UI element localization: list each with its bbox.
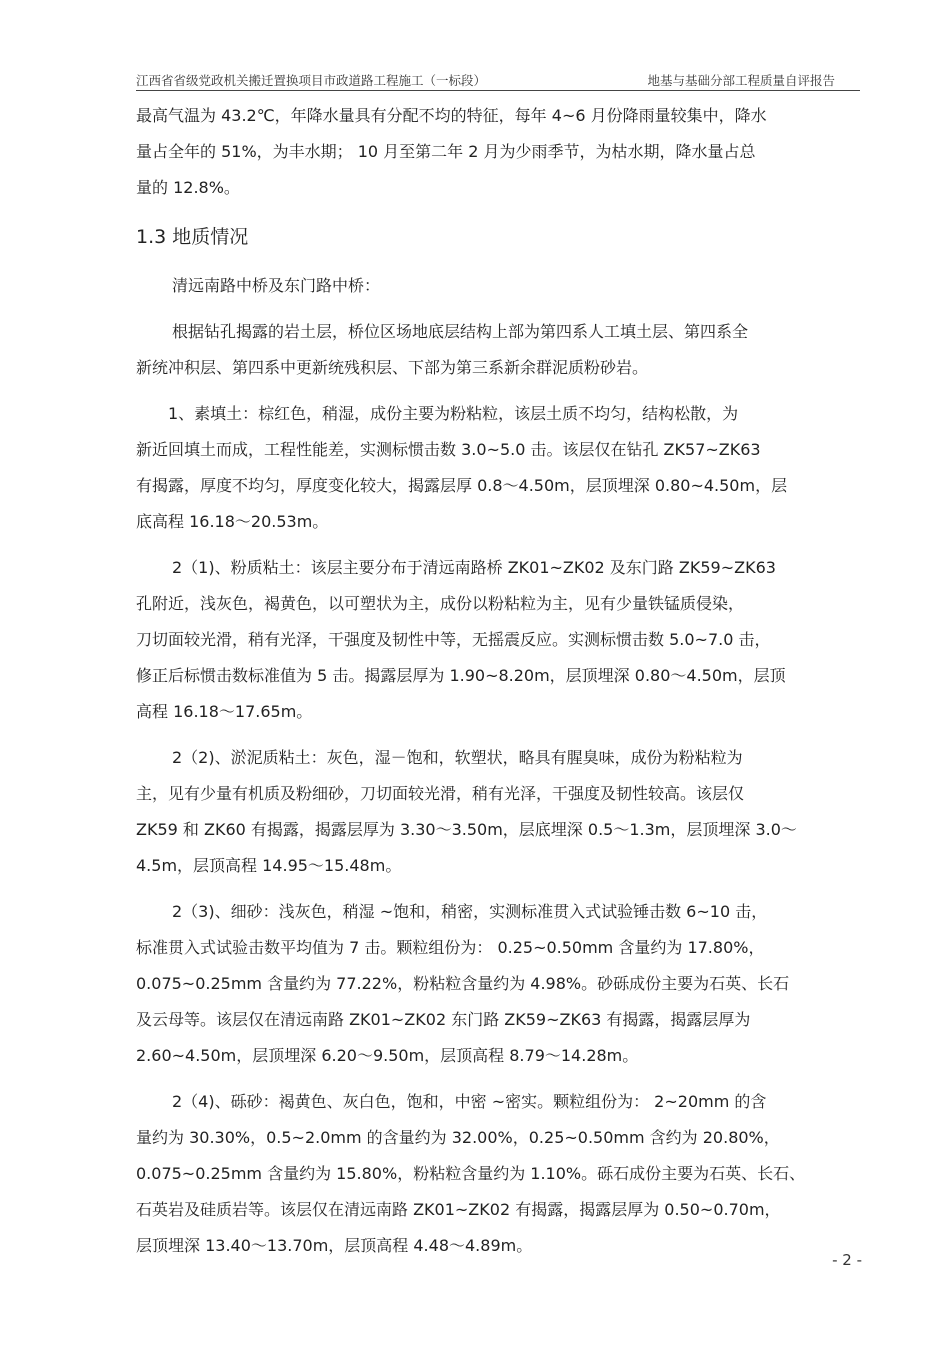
page-number: - 2 - [832,1251,862,1269]
text-line: 刀切面较光滑，稍有光泽，干强度及韧性中等，无摇震反应。实测标惯击数 5.0~7.0 击， [136,630,771,649]
header-divider [136,90,860,91]
text-line: 2.60~4.50m，层顶埋深 6.20～9.50m，层顶高程 8.79～14.28m。 [136,1046,639,1065]
paragraph-layer-2-4 [136,1084,858,1264]
text-line: 主，见有少量有机质及粉细砂，刀切面较光滑，稍有光泽，干强度及韧性较高。该层仅 [136,784,745,803]
document-body [136,98,858,1264]
paragraph-strata [136,314,858,386]
text-line: 石英岩及硅质岩等。该层仅在清远南路 ZK01~ZK02 有揭露，揭露层厚为 0.50~0.70m， [136,1200,781,1219]
text-line: 2（3)、细砂：浅灰色，稍湿 ~饱和，稍密，实测标准贯入式试验锤击数 6~10 击， [172,902,768,921]
text-line: 0.075~0.25mm 含量约为 15.80%，粉粘粒含量约为 1.10%。砾石成份主要为石英、长石、 [136,1164,806,1183]
paragraph-climate [136,98,858,206]
text-line: 有揭露，厚度不均匀，厚度变化较大，揭露层厚 0.8～4.50m，层顶埋深 0.80~4.50m，层 [136,476,788,495]
text-line: 新统冲积层、第四系中更新统残积层、下部为第三系新余群泥质粉砂岩。 [136,358,649,377]
section-heading: 1.3 地质情况 [136,226,249,248]
text-line: 量的 12.8%。 [136,178,240,197]
text-line: 2（1)、粉质粘土：该层主要分布于清远南路桥 ZK01~ZK02 及东门路 ZK59~ZK63 [172,558,776,577]
text-line: 最高气温为 43.2℃，年降水量具有分配不均的特征，每年 4~6 月份降雨量较集中，降水 [136,106,767,125]
text-line: ZK59 和 ZK60 有揭露，揭露层厚为 3.30～3.50m，层底埋深 0.5～1.3m，层顶埋深 3.0～ [136,820,797,839]
text-line: 量约为 30.30%，0.5~2.0mm 的含量约为 32.00%，0.25~0.50mm 含约为 20.80%， [136,1128,780,1147]
text-line: 2（4)、砾砂：褐黄色、灰白色，饱和，中密 ~密实。颗粒组份为： 2~20mm 的含 [172,1092,767,1111]
text-line: 孔附近，浅灰色，褐黄色，以可塑状为主，成份以粉粘粒为主，见有少量铁锰质侵染， [136,594,745,613]
paragraph-bridges: 清远南路中桥及东门路中桥： [172,276,381,295]
header-report-title: 地基与基础分部工程质量自评报告 [647,73,835,88]
text-line: 标准贯入式试验击数平均值为 7 击。颗粒组份为： 0.25~0.50mm 含量约为 17.80%， [136,938,765,957]
text-line: 0.075~0.25mm 含量约为 77.22%，粉粘粒含量约为 4.98%。砂砾成份主要为石英、长石 [136,974,790,993]
text-line: 修正后标惯击数标准值为 5 击。揭露层厚为 1.90~8.20m，层顶埋深 0.80～4.50m，层顶 [136,666,786,685]
text-line: 量占全年的 51%，为丰水期； 10 月至第二年 2 月为少雨季节，为枯水期，降水量占总 [136,142,756,161]
text-line: 根据钻孔揭露的岩土层，桥位区场地底层结构上部为第四系人工填土层、第四系全 [172,322,749,341]
paragraph-layer-2-1 [136,550,858,730]
paragraph-layer-1 [136,396,858,540]
header-project-title: 江西省省级党政机关搬迁置换项目市政道路工程施工（一标段） [136,73,487,88]
text-line: 1、素填土：棕红色，稍湿，成份主要为粉粘粒，该层土质不均匀，结构松散，为 [168,404,739,423]
paragraph-layer-2-3 [136,894,858,1074]
text-line: 底高程 16.18～20.53m。 [136,512,329,531]
text-line: 4.5m，层顶高程 14.95～15.48m。 [136,856,402,875]
text-line: 高程 16.18～17.65m。 [136,702,313,721]
text-line: 新近回填土而成，工程性能差，实测标惯击数 3.0~5.0 击。该层仅在钻孔 ZK57~ZK63 [136,440,761,459]
text-line: 及云母等。该层仅在清远南路 ZK01~ZK02 东门路 ZK59~ZK63 有揭露，揭露层厚为 [136,1010,751,1029]
paragraph-layer-2-2 [136,740,858,884]
text-line: 层顶埋深 13.40～13.70m，层顶高程 4.48～4.89m。 [136,1236,533,1255]
text-line: 2（2)、淤泥质粘土：灰色，湿－饱和，软塑状，略具有腥臭味，成份为粉粘粒为 [172,748,743,767]
